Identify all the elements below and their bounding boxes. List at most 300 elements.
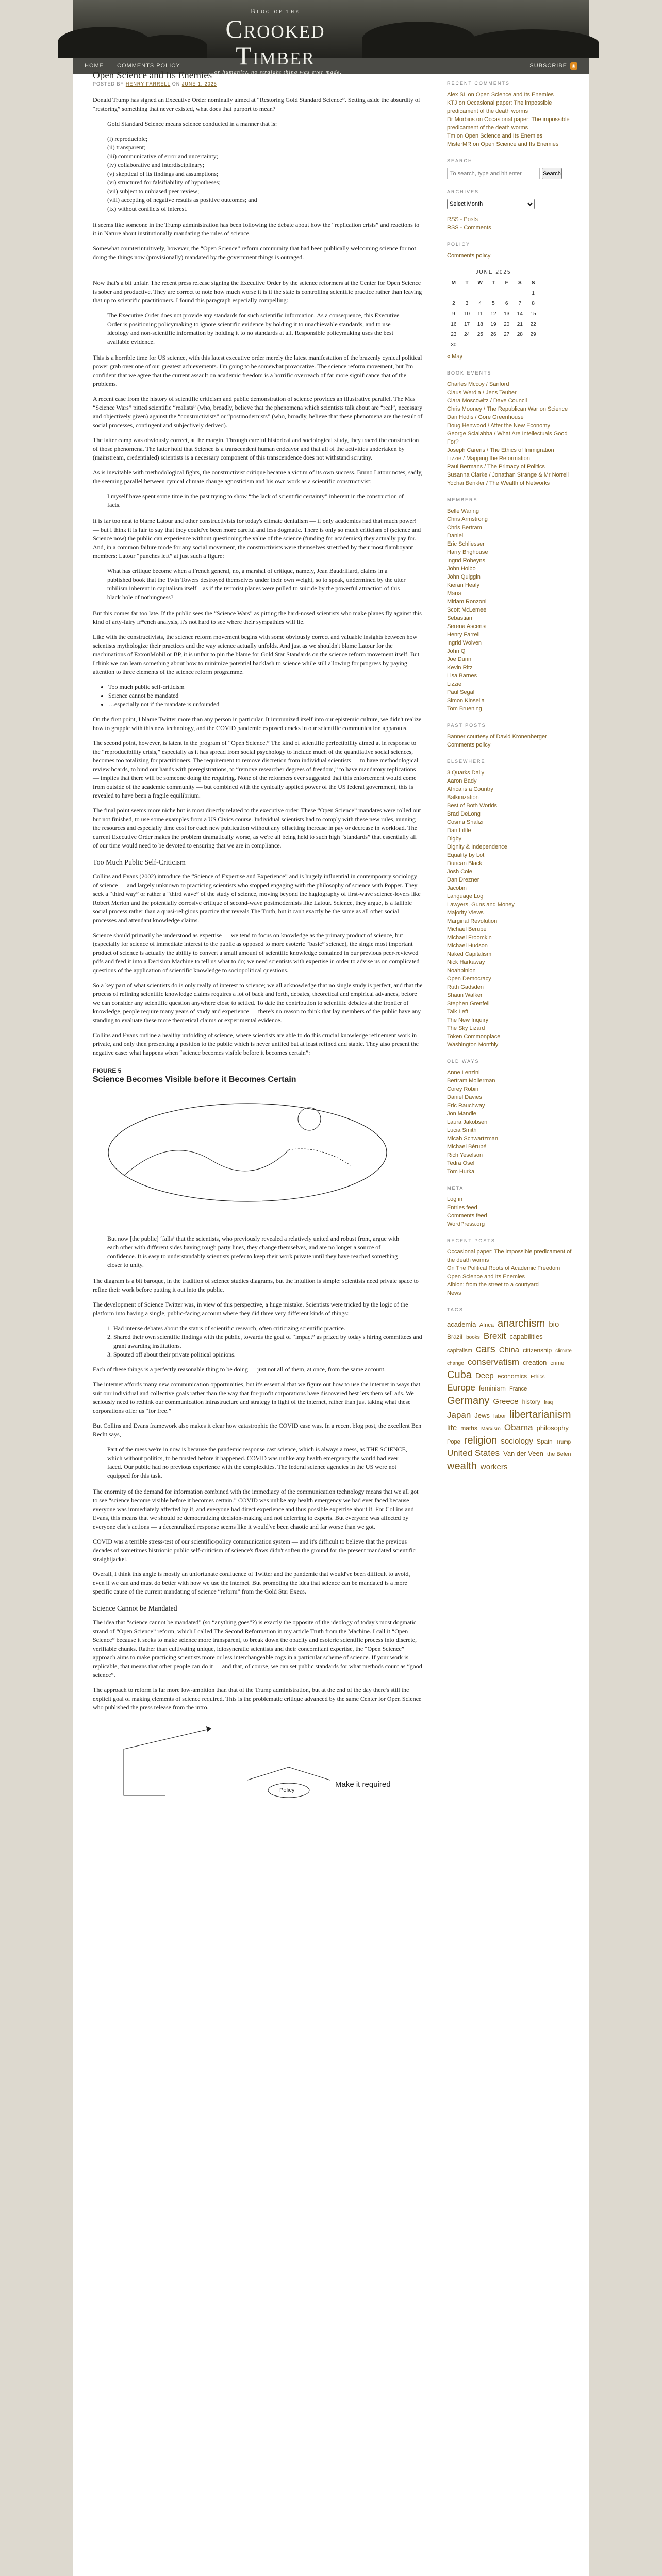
- calendar-day: 20: [504, 321, 510, 327]
- old-link[interactable]: Bertram Mollerman: [447, 1078, 495, 1084]
- elsewhere-link[interactable]: Michael Hudson: [447, 943, 488, 949]
- post-blockquote: [107, 311, 408, 346]
- old-list: [447, 1069, 573, 1176]
- post-paragraph: It seems like someone in the Trump administration has been following the debate about how the “replication crisis” and reactions to it in Nature about institutionally mandating the rules of science.: [93, 221, 420, 237]
- old-link[interactable]: Corey Robin: [447, 1086, 479, 1092]
- recent-comment-link[interactable]: Alex SL on Open Science and Its Enemies: [447, 92, 554, 98]
- elsewhere-link[interactable]: Marginal Revolution: [447, 918, 498, 924]
- rss-icon[interactable]: ◉: [570, 62, 577, 70]
- nav-comments-policy[interactable]: COMMENTS POLICY: [117, 63, 180, 69]
- tag-link[interactable]: Van der Veen: [503, 1449, 543, 1458]
- post-paragraph: The approach to reform is far more low-ambition than that of the Trump administration, but at the end of the day there's still the explicit goal of making elements of science required. This is the problematic critique advanced by the same Center for Open Science who published the press release from the intro.: [93, 1686, 422, 1711]
- post-paragraph: The diagram is a bit baroque, in the tradition of science studies diagrams, but the intuition is simple: scientists need private space to refine their work before putting it out into the public.: [93, 1277, 419, 1293]
- calendar-day: 29: [530, 332, 536, 337]
- member-link[interactable]: Sebastian: [447, 615, 472, 621]
- post-author-link[interactable]: HENRY FARRELL: [125, 81, 171, 87]
- meta-link[interactable]: WordPress.org: [447, 1221, 485, 1227]
- tag-link[interactable]: Germany: [447, 1395, 490, 1406]
- post-title[interactable]: Open Science and Its Enemies: [93, 70, 212, 81]
- tree-silhouette: [465, 29, 599, 58]
- elsewhere-link[interactable]: Token Commonplace: [447, 1033, 501, 1040]
- post-blockquote: [107, 1445, 408, 1480]
- book-event-link[interactable]: Paul Bermans / The Primacy of Politics: [447, 464, 545, 470]
- post-paragraph: Now that's a bit unfair. The recent press release signing the Executive Order by the science reformers at the Center for Open Science is sober and productive. They are correct to note how much worse it is if the state is controlling scientific practice rather than leaving that up to scientific practitioners. I found this paragraph especially compelling:: [93, 279, 422, 304]
- tag-link[interactable]: philosophy: [536, 1423, 569, 1432]
- calendar-day: 10: [464, 311, 470, 317]
- ordered-item: 3. Spouted off about their private political opinions.: [113, 1350, 423, 1359]
- member-link[interactable]: Maria: [447, 590, 461, 597]
- member-link[interactable]: Belle Waring: [447, 508, 479, 514]
- calendar-body: [447, 289, 540, 350]
- search-button[interactable]: Search: [542, 168, 562, 179]
- elsewhere-link[interactable]: Cosma Shalizi: [447, 819, 484, 825]
- elsewhere-link[interactable]: Balkinization: [447, 794, 479, 801]
- calendar-day: 2: [452, 301, 455, 307]
- sidebar-heading-tags: TAGS: [447, 1307, 464, 1312]
- post-paragraph: Each of these things is a perfectly reasonable thing to be doing — just not all of them, at once, from the same account.: [93, 1366, 386, 1373]
- past-links-list: [447, 733, 573, 749]
- meta-link[interactable]: Log in: [447, 1196, 462, 1202]
- elsewhere-list: [447, 769, 573, 1049]
- member-link[interactable]: Miriam Ronzoni: [447, 599, 487, 605]
- elsewhere-link[interactable]: Lawyers, Guns and Money: [447, 902, 515, 908]
- elsewhere-link[interactable]: Jacobin: [447, 885, 467, 891]
- nav-subscribe[interactable]: SUBSCRIBE: [529, 63, 567, 69]
- calendar-day: 23: [451, 332, 457, 337]
- member-link[interactable]: Scott McLemee: [447, 607, 487, 613]
- calendar-day-header: T: [491, 280, 495, 286]
- criteria-item: (v) skeptical of its findings and assumptions;: [107, 170, 219, 177]
- tag-link[interactable]: life: [447, 1423, 457, 1432]
- site-brand[interactable]: [183, 7, 368, 75]
- quote-text: Gold Standard Science means science conducted in a manner that is:: [107, 120, 277, 127]
- calendar-day: 8: [532, 301, 535, 307]
- recent-comment-link[interactable]: KTJ on Occasional paper: The impossible predicament of the death worms: [447, 100, 552, 114]
- post-paragraph: This is a horrible time for US science, with this latest executive order merely the latest manifestation of the brazenly cynical political power grab over one of our greatest achievements. I'm going to be somewhat provocative. The science reform movement, but I'm confident that we agree that the current assault on academic freedom is a horrific overreach of far more significance that of the problems.: [93, 354, 422, 387]
- bullet-item: • Science cannot be mandated: [108, 691, 423, 700]
- member-link[interactable]: Kieran Healy: [447, 582, 479, 588]
- calendar-day: 19: [490, 321, 496, 327]
- book-event-link[interactable]: Susanna Clarke / Jonathan Strange & Mr Norrell: [447, 472, 569, 478]
- tag-link[interactable]: Japan: [447, 1410, 471, 1420]
- calendar-day: 17: [464, 321, 470, 327]
- quote-text: What has critique become when a French general, no, a marshal of critique, namely, Jean Baudrillard, claims in a published book that the Twin Towers destroyed themselves under their own weight, so to speak, undermined by the utter nihilism inherent in capitalism itself—as if the terrorist planes were pulled to suicide by the powerful attraction of this black hole of nothingness?: [107, 567, 406, 601]
- calendar-day-header: M: [451, 280, 456, 286]
- quote-text: But now [the public] ‘falls’ that the scientists, who previously revealed a relatively united and robust front, argue with each other with different sides having rough party lines, they change themselves, and are no longer a source of confidence. It is easy to understandably scientists prefer to keep their work private until they have reached something closer to unity.: [107, 1235, 400, 1268]
- tag-link[interactable]: Greece: [493, 1397, 519, 1406]
- elsewhere-link[interactable]: Equality by Lot: [447, 852, 485, 858]
- meta-on: ON: [172, 81, 180, 87]
- post-paragraph: Collins and Evans outline a healthy unfolding of science, where scientists are able to do this crucial knowledge refinement work in private, and only then presenting a position to the public which is never unified but at least refined and stable. They also present the negative case: what happens when “science becomes visible before it becomes certain”:: [93, 1031, 419, 1056]
- elsewhere-link[interactable]: Brad DeLong: [447, 811, 481, 817]
- elsewhere-link[interactable]: Language Log: [447, 893, 484, 900]
- tag-link[interactable]: economics: [497, 1372, 527, 1380]
- figure-visible-before-certain: [93, 1066, 423, 1221]
- member-link[interactable]: Serena Ascensi: [447, 623, 487, 630]
- calendar-day: 1: [532, 291, 535, 296]
- sidebar-heading-recent-posts: RECENT POSTS: [447, 1238, 495, 1243]
- member-link[interactable]: Simon Kinsella: [447, 698, 485, 704]
- tag-link[interactable]: books: [466, 1335, 480, 1341]
- post-body: [93, 96, 423, 1806]
- calendar-week: [447, 309, 540, 319]
- post-paragraph: The internet affords many new communication opportunities, but it's essential that we figure out how to use the internet in ways that suit our individual and collective goals rather than the way that for-profit corporations have discovered best lets them sell ads. We seriously need to rethink our communication infrastructure and strategy in light of the internet, rather than just taking what these corporations offer us “for free.”: [93, 1381, 421, 1414]
- tag-link[interactable]: religion: [464, 1434, 498, 1446]
- elsewhere-link[interactable]: Washington Monthly: [447, 1042, 499, 1048]
- recent-post-link[interactable]: Occasional paper: The impossible predicament of the death worms: [447, 1249, 572, 1263]
- calendar: [447, 267, 540, 350]
- post-paragraph: Collins and Evans (2002) introduce the “Science of Expertise and Experience” and is hugely influential in contemporary sociology of science — and largely unknown to practicing scientists who stopped engaging with the philosophy of science with Popper. They seek a “third way” or rather a “third wave” of the study of science, moving beyond the hagiography of first-wave science-lovers like Robert Merton and the potentially corrosive critique of second-wave postmodernists like Latour. Science, they argue, is a fallible social process rather than a quasi-religious practice that reveals The Truth, but it can't exactly be the same as all other social processes and attendant knowledge claims.: [93, 873, 421, 924]
- tag-link[interactable]: United States: [447, 1448, 500, 1458]
- policy-label: Policy: [279, 1787, 295, 1793]
- elsewhere-link[interactable]: Dan Little: [447, 827, 471, 834]
- criteria-item: (vii) subject to unbiased peer review;: [107, 188, 200, 195]
- calendar-week: [447, 289, 540, 299]
- calendar-week: [447, 299, 540, 309]
- post-blockquote: [107, 1234, 408, 1269]
- recent-posts-list: [447, 1248, 573, 1297]
- member-link[interactable]: Chris Bertram: [447, 524, 482, 531]
- tag-link[interactable]: Deep: [475, 1371, 494, 1380]
- post-paragraph: But Collins and Evans framework also makes it clear how catastrophic the COVID case was. In a recent blog post, the excellent Ben Recht says,: [93, 1422, 422, 1438]
- policy-arrow-line: [124, 1728, 211, 1795]
- post-paragraph: COVID was a terrible stress-test of our scientific-policy communication system — and it's difficult to believe that the previous decades of sometimes histrionic public self-criticism of science's flaws didn't soften the ground for the present mandated scientific straightjacket.: [93, 1538, 416, 1563]
- sidebar-heading-book-events: BOOK EVENTS: [447, 370, 492, 376]
- tag-link[interactable]: capitalism: [447, 1347, 472, 1354]
- figure-outer-ellipse: [108, 1104, 387, 1201]
- calendar-day: [500, 289, 514, 299]
- calendar-day: [514, 289, 527, 299]
- calendar-day: 6: [505, 301, 508, 307]
- elsewhere-link[interactable]: Majority Views: [447, 910, 484, 916]
- tag-link[interactable]: anarchism: [498, 1318, 545, 1329]
- old-link[interactable]: Tedra Osell: [447, 1160, 476, 1166]
- sidebar-heading-members: MEMBERS: [447, 497, 478, 502]
- tag-link[interactable]: France: [509, 1385, 527, 1392]
- old-link[interactable]: Tom Hurka: [447, 1168, 475, 1175]
- tag-link[interactable]: Marxism: [481, 1426, 501, 1432]
- tag-link[interactable]: Brexit: [483, 1331, 506, 1341]
- tag-link[interactable]: bio: [549, 1320, 559, 1329]
- post-paragraph: So a key part of what scientists do is only really of interest to science; we all acknowledge that no single study is perfect, and that the process of refining scientific knowledge claims requires a lot of back and forth, debates, theoretical and empirical advances, before we can consider any scientific question anywhere close to settled. To date the contribution to scientific debates at the frontier of knowledge, people require many years of study and experience — there's no reason to think that lay members of the public have any standing to evaluate these more theoretical claims or experimental evidence.: [93, 981, 423, 1024]
- book-event-link[interactable]: Doug Henwood / After the New Economy: [447, 422, 550, 429]
- old-link[interactable]: Lucia Smith: [447, 1127, 477, 1133]
- member-link[interactable]: Lisa Barnes: [447, 673, 477, 679]
- elsewhere-link[interactable]: Noahpinion: [447, 968, 476, 974]
- sidebar-heading-past: PAST POSTS: [447, 723, 486, 728]
- calendar-day-header: T: [465, 280, 469, 286]
- elsewhere-link[interactable]: 3 Quarks Daily: [447, 770, 485, 776]
- tag-link[interactable]: Jews: [474, 1411, 490, 1419]
- member-link[interactable]: Henry Farrell: [447, 632, 480, 638]
- tag-link[interactable]: citizenship: [523, 1346, 552, 1354]
- calendar-day: 18: [477, 321, 483, 327]
- post-blockquote: [107, 120, 408, 213]
- member-link[interactable]: Harry Brighouse: [447, 549, 488, 555]
- calendar-day: 13: [504, 311, 510, 317]
- calendar-day: [473, 340, 487, 350]
- calendar-day: 5: [492, 301, 495, 307]
- book-event-link[interactable]: Lizzie / Mapping the Reformation: [447, 455, 530, 462]
- post-paragraph: Donald Trump has signed an Executive Order nominally aimed at “Restoring Gold Standard Science”. Setting aside the absurdity of “restoring” something that never existed, what does that purport to mean?: [93, 96, 420, 112]
- calendar-day: 3: [465, 301, 469, 307]
- member-link[interactable]: John Holbo: [447, 566, 476, 572]
- tag-link[interactable]: wealth: [447, 1460, 477, 1472]
- elsewhere-link[interactable]: Duncan Black: [447, 860, 482, 867]
- site-tagline: …or humanity, no straight thing was ever made.: [208, 69, 342, 75]
- calendar-day: 28: [517, 332, 523, 337]
- figure-small-circle: [298, 1108, 321, 1130]
- post-date-link[interactable]: JUNE 1, 2025: [181, 81, 217, 87]
- elsewhere-link[interactable]: Naked Capitalism: [447, 951, 492, 957]
- search-form: [447, 168, 573, 179]
- elsewhere-link[interactable]: Open Democracy: [447, 976, 491, 982]
- book-event-link[interactable]: Chris Mooney / The Republican War on Science: [447, 406, 568, 412]
- criteria-item: (iii) communicative of error and uncertainty;: [107, 152, 218, 160]
- elsewhere-link[interactable]: Talk Left: [447, 1009, 468, 1015]
- calendar-prev-link[interactable]: « May: [447, 353, 462, 360]
- tag-link[interactable]: capabilities: [509, 1333, 543, 1341]
- figure-dashed-curve: [289, 1149, 351, 1165]
- tag-link[interactable]: Africa: [479, 1322, 494, 1328]
- elsewhere-link[interactable]: Josh Cole: [447, 869, 472, 875]
- post-paragraph: A recent case from the history of scientific criticism and public demonstration of science provides an illustrative parallel. The Mas “Science Wars” pitted scientific “realists” (who, broadly, believe that the phenomena which scientists talk about are “real”, necessary and objectively given) against the “constructivists” or “postmodernists” (who, broadly, believe that these phenomena are the result of social processes, contingent and subjectively derived).: [93, 395, 423, 429]
- elsewhere-link[interactable]: Stephen Grenfell: [447, 1001, 490, 1007]
- tag-link[interactable]: workers: [480, 1462, 508, 1471]
- calendar-day: 12: [490, 311, 496, 317]
- calendar-day: 14: [517, 311, 523, 317]
- calendar-day: 25: [477, 332, 483, 337]
- meta-prefix: POSTED BY: [93, 81, 124, 87]
- tag-link[interactable]: sociology: [501, 1436, 533, 1446]
- nav-home[interactable]: HOME: [85, 63, 104, 69]
- old-link[interactable]: Daniel Davies: [447, 1094, 482, 1100]
- meta-link[interactable]: Comments feed: [447, 1213, 487, 1219]
- elsewhere-link[interactable]: Michael Froomkin: [447, 935, 492, 941]
- criteria-list: [107, 134, 408, 213]
- post-paragraph: The idea that “science cannot be mandated” (so “anything goes”?) is exactly the opposite of the ideology of today's most dogmatic strand of “Open Science” reform, which I called The Second Reformation in my article Truth from the Machine. I call it “Open Science” because it seeks to make science more transparent, to break down the opacity and esoteric scientific process into discrete, verifiable chunks. Rather than cultivating unique, idiosyncratic scientists and their concomitant expertise, the “Open Science” approach aims to make practicing scientists more or less interchangeable cogs in a particular scheme of science. If your work is replicable, that means that other people can do it — and that, of course, we can set public standards for what methods count as “good science”.: [93, 1619, 422, 1679]
- calendar-day: 27: [504, 332, 510, 337]
- member-link[interactable]: Tom Bruening: [447, 706, 482, 712]
- feed-link[interactable]: RSS - Comments: [447, 225, 491, 231]
- tag-link[interactable]: feminism: [478, 1384, 506, 1392]
- ordered-item: 1. Had intense debates about the status of scientific research, often criticizing scientific practice.: [113, 1324, 423, 1333]
- recent-post-link[interactable]: Albion: from the street to a courtyard: [447, 1282, 539, 1288]
- sidebar-heading-old: OLD WAYS: [447, 1059, 479, 1064]
- archives-select[interactable]: [447, 199, 535, 209]
- policy-diagram-svg: [93, 1718, 412, 1806]
- elsewhere-link[interactable]: Michael Berube: [447, 926, 487, 933]
- calendar-day: 7: [518, 301, 522, 307]
- policy-arrowhead: [206, 1726, 211, 1732]
- post-paragraph: The final point seems more niche but is most directly related to the executive order. These “Open Science” mandates were rolled out but not finished, to use some examples from a US Civics course. Individual scientists had to comply with these new rules, running the resources and especially time cost for each new publication without any offsetting increase in pay or decrease in workload. The current Executive Order makes the problem dramatically worse, as we're all being held to such high “standards” that essentially all of our time would need to be devoted to ensuring that we are in compliance.: [93, 807, 421, 849]
- member-link[interactable]: John Q: [447, 648, 466, 654]
- tag-link[interactable]: Obama: [504, 1422, 533, 1432]
- book-event-link[interactable]: Yochai Benkler / The Wealth of Networks: [447, 480, 550, 486]
- tag-link[interactable]: conservatism: [467, 1357, 520, 1367]
- calendar-day: [473, 289, 487, 299]
- figure-label: FIGURE 5: [93, 1067, 122, 1074]
- post-paragraph: As is inevitable with methodological fights, the constructivist critique became a victim of its own success. Bruno Latour notes, sadly, the seeming parallel between cynical climate change agnosticism and his own work as a scientific constructivist:: [93, 469, 423, 485]
- calendar-day-header: F: [505, 280, 508, 286]
- tag-link[interactable]: maths: [460, 1424, 477, 1432]
- post-paragraph: It is far too neat to blame Latour and other constructivists for today's climate denialism — if only academics had that much power! — but I think it is fair to say that they could've been more careful and less dogmatic. There is only so much criticism of (science and Science now) the public can experience without questioning the value of the science (funding for academics) they actually pay for. And, in a common failure mode for any social movement, the constructivists were themselves stretched by their most flamboyant members: Latour “punches left” at just such a figure:: [93, 517, 421, 560]
- calendar-day-header: S: [531, 280, 535, 286]
- site-name[interactable]: Crooked Timber: [225, 14, 325, 70]
- book-event-link[interactable]: Charles Mccoy / Sanford: [447, 381, 509, 387]
- elsewhere-link[interactable]: Nick Harkaway: [447, 959, 485, 965]
- calendar-week: [447, 330, 540, 340]
- feed-link[interactable]: RSS - Posts: [447, 216, 478, 223]
- member-link[interactable]: Joe Dunn: [447, 656, 472, 663]
- sidebar: [447, 71, 573, 1473]
- old-link[interactable]: Rich Yeselson: [447, 1152, 483, 1158]
- calendar-day: 21: [517, 321, 523, 327]
- tag-link[interactable]: Iraq: [543, 1399, 553, 1405]
- post-blockquote: [107, 567, 408, 602]
- elsewhere-link[interactable]: The New Inquiry: [447, 1017, 489, 1023]
- calendar-day: [447, 289, 460, 299]
- member-link[interactable]: Daniel: [447, 533, 464, 539]
- recent-comment-link[interactable]: MisterMR on Open Science and Its Enemies: [447, 141, 559, 147]
- elsewhere-link[interactable]: Dan Drezner: [447, 877, 479, 883]
- meta-link[interactable]: Entries feed: [447, 1205, 477, 1211]
- section-heading: Too Much Public Self-Criticism: [93, 859, 186, 867]
- old-link[interactable]: Eric Rauchway: [447, 1103, 485, 1109]
- tag-link[interactable]: Europe: [447, 1382, 475, 1393]
- book-event-link[interactable]: Dan Hodis / Gore Greenhouse: [447, 414, 524, 420]
- old-link[interactable]: Michael Bérubé: [447, 1144, 487, 1150]
- member-link[interactable]: Paul Segal: [447, 689, 475, 696]
- member-link[interactable]: Ingrid Robeyns: [447, 557, 485, 564]
- calendar-day: 16: [451, 321, 457, 327]
- member-link[interactable]: Kevin Ritz: [447, 665, 473, 671]
- elsewhere-link[interactable]: Aaron Bady: [447, 778, 477, 784]
- tag-link[interactable]: crime: [550, 1360, 565, 1366]
- calendar-week: [447, 319, 540, 330]
- past-link[interactable]: Comments policy: [447, 742, 491, 748]
- tag-link[interactable]: Pope: [447, 1438, 460, 1445]
- sidebar-heading-meta: META: [447, 1185, 464, 1191]
- calendar-day-header: W: [477, 280, 483, 286]
- criteria-item: (viii) accepting of negative results as positive outcomes; and: [107, 196, 257, 204]
- elsewhere-link[interactable]: Africa is a Country: [447, 786, 493, 792]
- meta-list: [447, 1195, 573, 1228]
- twitter-uses-list: [113, 1324, 423, 1359]
- tag-link[interactable]: Brazil: [447, 1333, 463, 1341]
- recent-post-link[interactable]: On The Political Roots of Academic Freedom: [447, 1265, 560, 1272]
- main-content: [93, 71, 423, 1806]
- book-event-link[interactable]: George Scialabba / What Are Intellectuals Good For?: [447, 431, 568, 445]
- section-heading: Science Cannot be Mandated: [93, 1605, 177, 1613]
- tag-link[interactable]: labor: [493, 1413, 506, 1419]
- recent-post-link[interactable]: News: [447, 1290, 461, 1296]
- members-list: [447, 507, 573, 713]
- tag-link[interactable]: Ethics: [531, 1374, 545, 1380]
- tag-link[interactable]: academia: [447, 1320, 476, 1328]
- post-blockquote: [107, 492, 408, 510]
- recent-comments-list: [447, 91, 573, 148]
- page: [73, 0, 589, 2576]
- post-paragraph: The latter camp was obviously correct, at the margin. Through careful historical and sociological study, they traced the construction of those phenomena. The latter hold that Science is a transcendent human endeavor and that all of the activities undertaken by (mainstream, credentialed) scientists is a necessary component of this transcendence does not withstand scrutiny.: [93, 436, 419, 461]
- calendar-day: [460, 289, 474, 299]
- recent-comment-link[interactable]: Dr Morbius on Occasional paper: The impossible predicament of the death worms: [447, 116, 570, 131]
- elsewhere-link[interactable]: The Sky Lizard: [447, 1025, 485, 1031]
- member-link[interactable]: Chris Armstrong: [447, 516, 488, 522]
- sidebar-heading-search: SEARCH: [447, 158, 473, 163]
- member-link[interactable]: Ingrid Wolven: [447, 640, 482, 646]
- criteria-item: (vi) structured for falsifiability of hypotheses;: [107, 179, 221, 186]
- calendar-caption: JUNE 2025: [475, 269, 511, 275]
- tag-link[interactable]: history: [522, 1398, 540, 1405]
- tag-link[interactable]: climate change: [447, 1348, 572, 1366]
- tag-link[interactable]: creation: [523, 1358, 547, 1366]
- book-event-link[interactable]: Clara Moscowitz / Dave Council: [447, 398, 527, 404]
- old-link[interactable]: Anne Lenzini: [447, 1070, 480, 1076]
- diagram-label: Make it required: [335, 1780, 391, 1789]
- elsewhere-link[interactable]: Shaun Walker: [447, 992, 483, 998]
- bullet-item: • Too much public self-criticism: [108, 683, 423, 691]
- post-paragraph: On the first point, I blame Twitter more than any person in particular. It immunized itself into our epistemic culture, we didn't realize how to grapple with this new technology, and the COVID pandemic exposed cracks in our scientific communication apparatus.: [93, 716, 422, 732]
- tag-link[interactable]: Trump: [556, 1439, 571, 1445]
- book-event-link[interactable]: Claus Werdla / Jens Teuber: [447, 389, 517, 396]
- past-link[interactable]: Banner courtesy of David Kronenberger: [447, 734, 547, 740]
- post-meta: [93, 80, 423, 89]
- calendar-day: 9: [452, 311, 455, 317]
- comments-policy-link[interactable]: Comments policy: [447, 252, 491, 259]
- calendar-day-header: S: [518, 280, 522, 286]
- tag-link[interactable]: the Belen: [547, 1451, 571, 1458]
- calendar-day: [487, 289, 500, 299]
- search-input[interactable]: [447, 168, 540, 179]
- recent-post-link[interactable]: Open Science and Its Enemies: [447, 1274, 525, 1280]
- tag-link[interactable]: Cuba: [447, 1369, 472, 1381]
- figure-title: Science Becomes Visible before it Becomes Certain: [93, 1075, 296, 1084]
- elsewhere-link[interactable]: Best of Both Worlds: [447, 803, 498, 809]
- old-link[interactable]: Micah Schwartzman: [447, 1136, 499, 1142]
- tag-link[interactable]: China: [499, 1345, 520, 1354]
- quote-text: The Executive Order does not provide any standards for such scientific information. As a consequence, this Executive Order is positioning policymaking to ignore scientific evidence by holding it to unachievable standards, and to use ideology and non-scientific information by holding it to no standards at all. Responsible policymaking uses the best available evidence.: [107, 312, 400, 345]
- calendar-day: 24: [464, 332, 470, 337]
- book-events-list: [447, 380, 573, 487]
- bullet-item: • …especially not if the mandate is unfounded: [108, 700, 423, 709]
- member-link[interactable]: John Quiggin: [447, 574, 481, 580]
- elsewhere-link[interactable]: Dignity & Independence: [447, 844, 507, 850]
- tag-link[interactable]: cars: [475, 1343, 495, 1355]
- post-paragraph: Somewhat counterintuitively, however, the “Open Science” reform community that had been publically welcoming science for not doing the things now (provisionally) mandated by the government things is outraged.: [93, 245, 416, 261]
- calendar-day: 15: [530, 311, 536, 317]
- elsewhere-link[interactable]: Digby: [447, 836, 462, 842]
- tag-link[interactable]: Spain: [536, 1437, 553, 1445]
- tag-link[interactable]: libertarianism: [509, 1409, 571, 1420]
- criteria-item: (i) reproducible;: [107, 135, 148, 142]
- figure-diagram: [93, 1088, 412, 1217]
- post-paragraph: But this comes far too late. If the public sees the “Science Wars” as pitting the hard-nosed scientists who make planes fly against this kind of arty-fairy fr*ench analysis, it's not hard to see where their sympathies will lie.: [93, 609, 422, 625]
- criteria-item: (iv) collaborative and interdisciplinary;: [107, 161, 205, 168]
- book-event-link[interactable]: Joseph Carens / The Ethics of Immigration: [447, 447, 554, 453]
- calendar-day: 11: [477, 311, 483, 317]
- member-link[interactable]: Eric Schliesser: [447, 541, 485, 547]
- recent-comment-link[interactable]: Tm on Open Science and Its Enemies: [447, 133, 543, 139]
- post-paragraph: The enormity of the demand for information combined with the immediacy of the communication technology means that we all got to see “science become visible before it becomes certain.” COVID was unlike any health emergency we had ever faced because everyone was immediately affected by it, and everyone had direct experience and thus possible expertise about it. For Collins and Evans, this means that we should be democratizing decision-making and not deferring to experts. But everyone was affected by everyone else's actions — a decentralized response seems like it would've been chaotic and far worse than we got.: [93, 1488, 419, 1530]
- figure-curve: [124, 1150, 289, 1176]
- policy-diagram: [93, 1718, 423, 1806]
- elsewhere-link[interactable]: Ruth Gadsden: [447, 984, 484, 990]
- member-link[interactable]: Lizzie: [447, 681, 462, 687]
- old-link[interactable]: Laura Jakobsen: [447, 1119, 488, 1125]
- old-link[interactable]: Jon Mandle: [447, 1111, 476, 1117]
- reform-bullets: [108, 683, 423, 709]
